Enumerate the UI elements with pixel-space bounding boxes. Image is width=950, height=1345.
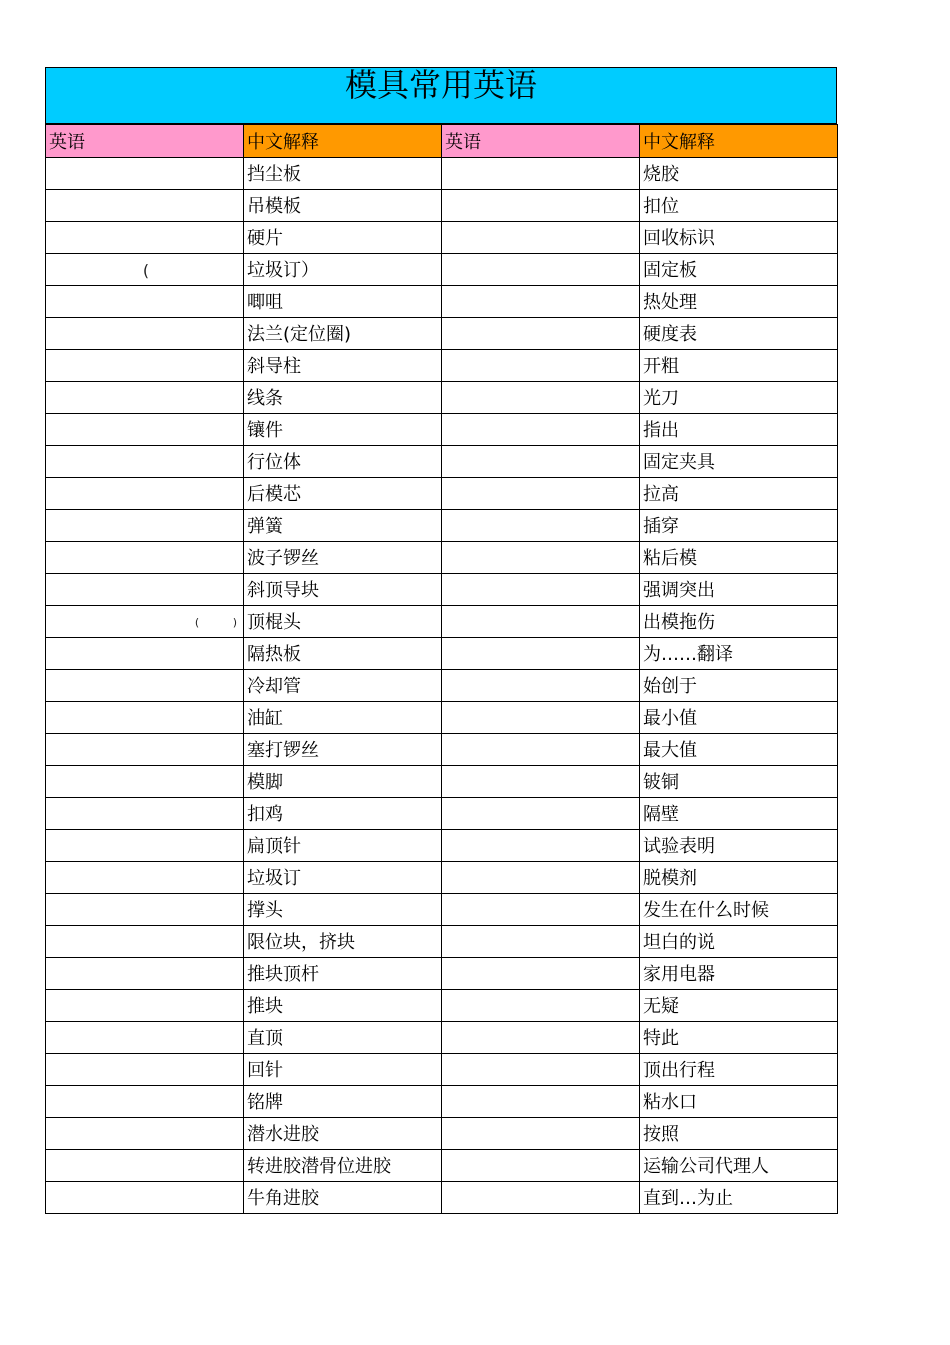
- english-cell[interactable]: [442, 990, 640, 1022]
- english-cell[interactable]: [442, 926, 640, 958]
- chinese-cell[interactable]: 回收标识: [640, 222, 838, 254]
- table-row: [46, 1182, 838, 1214]
- english-cell[interactable]: [46, 990, 244, 1022]
- chinese-cell[interactable]: 垃圾订）: [244, 254, 442, 286]
- table-row: [46, 574, 838, 606]
- chinese-cell[interactable]: 扁顶针: [244, 830, 442, 862]
- table-row: [46, 830, 838, 862]
- english-cell[interactable]: [46, 286, 244, 318]
- english-cell[interactable]: [442, 510, 640, 542]
- table-row: [46, 510, 838, 542]
- table-row: [46, 254, 838, 286]
- english-cell[interactable]: [46, 190, 244, 222]
- table-row: [46, 446, 838, 478]
- english-cell[interactable]: [442, 446, 640, 478]
- english-cell[interactable]: [46, 638, 244, 670]
- chinese-cell[interactable]: 热处理: [640, 286, 838, 318]
- header-chinese-2[interactable]: 中文解释: [640, 125, 838, 158]
- chinese-cell[interactable]: 限位块，挤块: [244, 926, 442, 958]
- english-cell[interactable]: [46, 1182, 244, 1214]
- chinese-cell[interactable]: 按照: [640, 1118, 838, 1150]
- english-cell[interactable]: [46, 382, 244, 414]
- english-cell[interactable]: [442, 190, 640, 222]
- chinese-cell[interactable]: 光刀: [640, 382, 838, 414]
- chinese-cell[interactable]: 弹簧: [244, 510, 442, 542]
- chinese-cell[interactable]: 波子锣丝: [244, 542, 442, 574]
- chinese-cell[interactable]: 铭牌: [244, 1086, 442, 1118]
- english-cell[interactable]: [46, 478, 244, 510]
- english-cell[interactable]: [46, 670, 244, 702]
- chinese-cell[interactable]: 发生在什么时候: [640, 894, 838, 926]
- english-cell[interactable]: [46, 158, 244, 190]
- chinese-cell[interactable]: 唧咀: [244, 286, 442, 318]
- table-row: [46, 606, 838, 638]
- table-row: [46, 862, 838, 894]
- table-row: [46, 542, 838, 574]
- chinese-cell[interactable]: 直顶: [244, 1022, 442, 1054]
- chinese-cell[interactable]: 模脚: [244, 766, 442, 798]
- table-row: [46, 702, 838, 734]
- chinese-cell[interactable]: 出模拖伤: [640, 606, 838, 638]
- english-cell[interactable]: [46, 1054, 244, 1086]
- table-row: [46, 190, 838, 222]
- chinese-cell[interactable]: 隔热板: [244, 638, 442, 670]
- chinese-cell[interactable]: 运输公司代理人: [640, 1150, 838, 1182]
- english-cell[interactable]: [442, 382, 640, 414]
- table-row: [46, 990, 838, 1022]
- chinese-cell[interactable]: 顶棍头: [244, 606, 442, 638]
- table-row: [46, 670, 838, 702]
- chinese-cell[interactable]: 试验表明: [640, 830, 838, 862]
- english-cell[interactable]: [442, 830, 640, 862]
- table-row: [46, 1086, 838, 1118]
- english-cell[interactable]: ( ): [46, 606, 244, 638]
- english-cell[interactable]: [46, 446, 244, 478]
- english-cell[interactable]: [442, 1054, 640, 1086]
- english-cell[interactable]: [442, 574, 640, 606]
- chinese-cell[interactable]: 铍铜: [640, 766, 838, 798]
- table-row: [46, 222, 838, 254]
- english-cell[interactable]: [442, 286, 640, 318]
- table-row: [46, 894, 838, 926]
- vocabulary-table: [45, 124, 838, 1214]
- chinese-cell[interactable]: 吊模板: [244, 190, 442, 222]
- english-cell[interactable]: [442, 702, 640, 734]
- chinese-cell[interactable]: 后模芯: [244, 478, 442, 510]
- table-row: [46, 734, 838, 766]
- chinese-cell[interactable]: 扣位: [640, 190, 838, 222]
- header-row: [46, 125, 838, 158]
- chinese-cell[interactable]: 脱模剂: [640, 862, 838, 894]
- chinese-cell[interactable]: 撑头: [244, 894, 442, 926]
- spreadsheet: [45, 67, 837, 1214]
- chinese-cell[interactable]: 隔壁: [640, 798, 838, 830]
- english-cell[interactable]: [46, 1118, 244, 1150]
- english-cell[interactable]: [46, 574, 244, 606]
- chinese-cell[interactable]: 塞打锣丝: [244, 734, 442, 766]
- english-cell[interactable]: [442, 222, 640, 254]
- english-cell[interactable]: [442, 606, 640, 638]
- english-cell[interactable]: [46, 1022, 244, 1054]
- english-cell[interactable]: [442, 414, 640, 446]
- chinese-cell[interactable]: 挡尘板: [244, 158, 442, 190]
- chinese-cell[interactable]: 法兰(定位圈): [244, 318, 442, 350]
- chinese-cell[interactable]: 最小值: [640, 702, 838, 734]
- table-row: [46, 318, 838, 350]
- english-cell[interactable]: [442, 958, 640, 990]
- chinese-cell[interactable]: 斜顶导块: [244, 574, 442, 606]
- english-cell[interactable]: [46, 862, 244, 894]
- english-cell[interactable]: [442, 1182, 640, 1214]
- english-cell[interactable]: [442, 798, 640, 830]
- table-row: [46, 286, 838, 318]
- chinese-cell[interactable]: 线条: [244, 382, 442, 414]
- english-cell[interactable]: [46, 734, 244, 766]
- table-row: [46, 798, 838, 830]
- chinese-cell[interactable]: 特此: [640, 1022, 838, 1054]
- chinese-cell[interactable]: 为……翻译: [640, 638, 838, 670]
- chinese-cell[interactable]: 强调突出: [640, 574, 838, 606]
- english-cell[interactable]: [442, 318, 640, 350]
- english-cell[interactable]: [46, 1150, 244, 1182]
- english-cell[interactable]: [442, 1150, 640, 1182]
- english-cell[interactable]: [46, 766, 244, 798]
- table-row: [46, 958, 838, 990]
- table-row: [46, 1054, 838, 1086]
- english-cell[interactable]: [442, 1118, 640, 1150]
- chinese-cell[interactable]: 垃圾订: [244, 862, 442, 894]
- chinese-cell[interactable]: 拉高: [640, 478, 838, 510]
- chinese-cell[interactable]: 转进胶潜骨位进胶: [244, 1150, 442, 1182]
- chinese-cell[interactable]: 回针: [244, 1054, 442, 1086]
- chinese-cell[interactable]: 镶件: [244, 414, 442, 446]
- chinese-cell[interactable]: 推块顶杆: [244, 958, 442, 990]
- table-row: [46, 158, 838, 190]
- english-cell[interactable]: [46, 702, 244, 734]
- table-row: [46, 638, 838, 670]
- english-cell[interactable]: [46, 958, 244, 990]
- english-cell[interactable]: [46, 318, 244, 350]
- english-cell[interactable]: [46, 542, 244, 574]
- table-row: [46, 350, 838, 382]
- english-cell[interactable]: [46, 894, 244, 926]
- chinese-cell[interactable]: 粘后模: [640, 542, 838, 574]
- english-cell[interactable]: [442, 350, 640, 382]
- table-row: [46, 414, 838, 446]
- chinese-cell[interactable]: 无疑: [640, 990, 838, 1022]
- chinese-cell[interactable]: 顶出行程: [640, 1054, 838, 1086]
- chinese-cell[interactable]: 固定夹具: [640, 446, 838, 478]
- chinese-cell[interactable]: 行位体: [244, 446, 442, 478]
- english-cell[interactable]: [46, 350, 244, 382]
- chinese-cell[interactable]: 推块: [244, 990, 442, 1022]
- chinese-cell[interactable]: 开粗: [640, 350, 838, 382]
- table-row: [46, 1022, 838, 1054]
- chinese-cell[interactable]: 坦白的说: [640, 926, 838, 958]
- chinese-cell[interactable]: 始创于: [640, 670, 838, 702]
- chinese-cell[interactable]: 牛角进胶: [244, 1182, 442, 1214]
- chinese-cell[interactable]: 粘水口: [640, 1086, 838, 1118]
- chinese-cell[interactable]: 直到…为止: [640, 1182, 838, 1214]
- english-cell[interactable]: [46, 830, 244, 862]
- english-cell[interactable]: [46, 798, 244, 830]
- table-row: [46, 1118, 838, 1150]
- english-cell[interactable]: (: [46, 254, 244, 286]
- english-cell[interactable]: [46, 1086, 244, 1118]
- chinese-cell[interactable]: 硬度表: [640, 318, 838, 350]
- english-cell[interactable]: [46, 510, 244, 542]
- english-cell[interactable]: [46, 926, 244, 958]
- english-cell[interactable]: [442, 766, 640, 798]
- english-cell[interactable]: [442, 542, 640, 574]
- table-row: [46, 766, 838, 798]
- chinese-cell[interactable]: 硬片: [244, 222, 442, 254]
- chinese-cell[interactable]: 扣鸡: [244, 798, 442, 830]
- table-row: [46, 1150, 838, 1182]
- english-cell[interactable]: [46, 414, 244, 446]
- english-cell[interactable]: [442, 1086, 640, 1118]
- chinese-cell[interactable]: 冷却管: [244, 670, 442, 702]
- header-english-1[interactable]: 英语: [46, 125, 244, 158]
- english-cell[interactable]: [46, 222, 244, 254]
- chinese-cell[interactable]: 烧胶: [640, 158, 838, 190]
- english-cell[interactable]: [442, 254, 640, 286]
- chinese-cell[interactable]: 指出: [640, 414, 838, 446]
- english-cell[interactable]: [442, 862, 640, 894]
- chinese-cell[interactable]: 家用电器: [640, 958, 838, 990]
- chinese-cell[interactable]: 插穿: [640, 510, 838, 542]
- table-row: [46, 382, 838, 414]
- chinese-cell[interactable]: 潜水进胶: [244, 1118, 442, 1150]
- sheet-title: 模具常用英语: [45, 67, 837, 124]
- english-cell[interactable]: [442, 478, 640, 510]
- english-cell[interactable]: [442, 894, 640, 926]
- table-row: [46, 478, 838, 510]
- english-cell[interactable]: [442, 734, 640, 766]
- table-row: [46, 926, 838, 958]
- english-cell[interactable]: [442, 1022, 640, 1054]
- header-english-2[interactable]: 英语: [442, 125, 640, 158]
- header-chinese-1[interactable]: 中文解释: [244, 125, 442, 158]
- chinese-cell[interactable]: 最大值: [640, 734, 838, 766]
- chinese-cell[interactable]: 斜导柱: [244, 350, 442, 382]
- english-cell[interactable]: [442, 670, 640, 702]
- chinese-cell[interactable]: 油缸: [244, 702, 442, 734]
- chinese-cell[interactable]: 固定板: [640, 254, 838, 286]
- english-cell[interactable]: [442, 158, 640, 190]
- english-cell[interactable]: [442, 638, 640, 670]
